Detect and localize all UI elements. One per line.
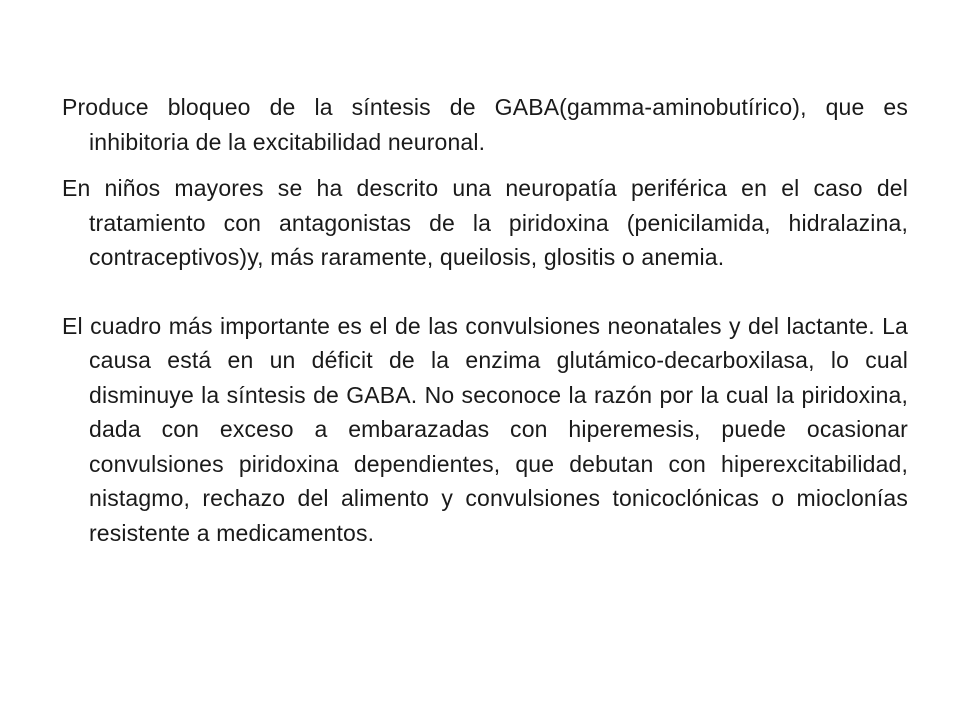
slide-body-text [62,90,908,550]
paragraph-neonatal-convulsions: El cuadro más importante es el de las convulsiones neonatales y del lactante. La causa está en un déficit de la enzima glutámico-decarboxilasa, lo cual disminuye la síntesis de GABA. No seconoce la razón por la cual la piridoxina, dada con exceso a embarazadas con hiperemesis, puede ocasionar convulsiones piridoxina dependientes, que debutan con hiperexcitabilidad, nistagmo, rechazo del alimento y convulsiones tonicoclónicas o mioclonías resistente a medicamentos. [62,312,908,546]
paragraph-gaba-synthesis: Produce bloqueo de la síntesis de GABA(gamma-aminobutírico), que es inhibitoria de la excitabilidad neuronal. [62,94,908,155]
paragraph-peripheral-neuropathy: En niños mayores se ha descrito una neuropatía periférica en el caso del tratamiento con antagonistas de la piridoxina (penicilamida, hidralazina, contraceptivos)y, más raramente, queilosis, glositis o anemia. [62,175,908,270]
